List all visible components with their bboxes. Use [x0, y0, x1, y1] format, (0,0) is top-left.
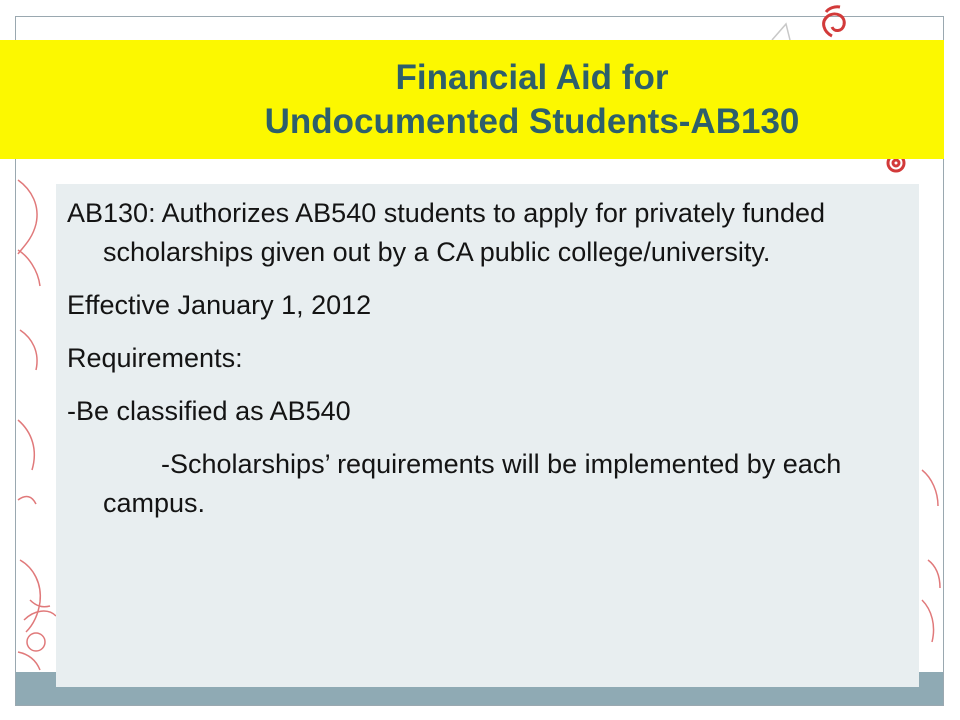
body-paragraph-classified: -Be classified as AB540	[67, 396, 351, 426]
red-swirl-icon	[922, 470, 940, 642]
content-box	[56, 184, 919, 687]
slide-title-line-2: Undocumented Students-AB130	[264, 101, 800, 141]
slide-title-line-1: Financial Aid for	[395, 57, 669, 97]
body-paragraph-effective-date: Effective January 1, 2012	[67, 290, 372, 320]
body-paragraph-scholarships: -Scholarships’ requirements will be implemented by each campus.	[103, 449, 842, 518]
red-star-icon	[772, 24, 790, 40]
title-bar	[0, 40, 944, 159]
body-paragraph-ab130: AB130: Authorizes AB540 students to apply for privately funded scholarships given out by a CA public college/university.	[67, 198, 825, 267]
red-swirl-icon	[18, 180, 56, 670]
body-paragraph-requirements: Requirements:	[67, 343, 243, 373]
red-swirl-icon	[824, 7, 845, 36]
